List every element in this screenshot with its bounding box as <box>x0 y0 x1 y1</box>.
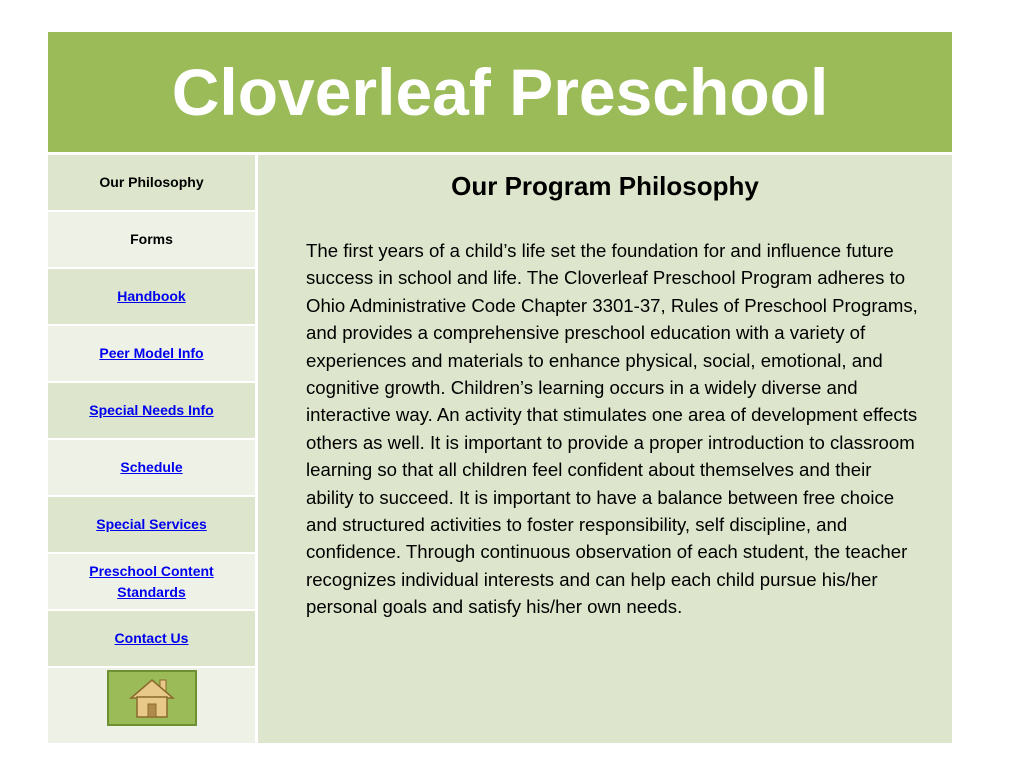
main-content <box>258 155 952 743</box>
nav-link-handbook[interactable]: Handbook <box>48 269 255 326</box>
philosophy-text: The first years of a child’s life set the foundation for and influence future success in school and life. The Cloverleaf Preschool Program adheres to Ohio Administrative Code Chapter 3301-37, Rules of Preschool Programs, and provides a comprehensive preschool education with a variety of experiences and materials to enhance physical, social, emotional, and cognitive growth. Children’s learning occurs in a widely diverse and interactive way. An activity that stimulates one area of development effects others as well. It is important to provide a proper introduction to classroom learning so that all children feel confident about themselves and their ability to succeed. It is important to have a balance between free choice and structured activities to foster responsibility, self discipline, and confidence. Through continuous observation of each student, the teacher recognizes individual interests and can help each child pursue his/her personal goals and satisfy his/her own needs. <box>306 240 918 618</box>
site-title: Cloverleaf Preschool <box>171 55 829 129</box>
nav-link-peer-model-info[interactable]: Peer Model Info <box>48 326 255 383</box>
home-icon <box>128 676 176 720</box>
nav-link-contact-us[interactable]: Contact Us <box>48 611 255 668</box>
home-button[interactable] <box>107 670 197 726</box>
header-banner <box>48 32 952 155</box>
nav-home-cell <box>48 668 255 743</box>
nav-link-special-services[interactable]: Special Services <box>48 497 255 554</box>
page-title: Our Program Philosophy <box>451 171 759 201</box>
nav-item-forms[interactable]: Forms <box>48 212 255 269</box>
nav-link-special-needs-info[interactable]: Special Needs Info <box>48 383 255 440</box>
nav-item-our-philosophy[interactable]: Our Philosophy <box>48 155 255 212</box>
sidebar-nav <box>48 155 255 743</box>
nav-link-preschool-content-standards[interactable]: Preschool Content Standards <box>48 554 255 611</box>
nav-link-schedule[interactable]: Schedule <box>48 440 255 497</box>
